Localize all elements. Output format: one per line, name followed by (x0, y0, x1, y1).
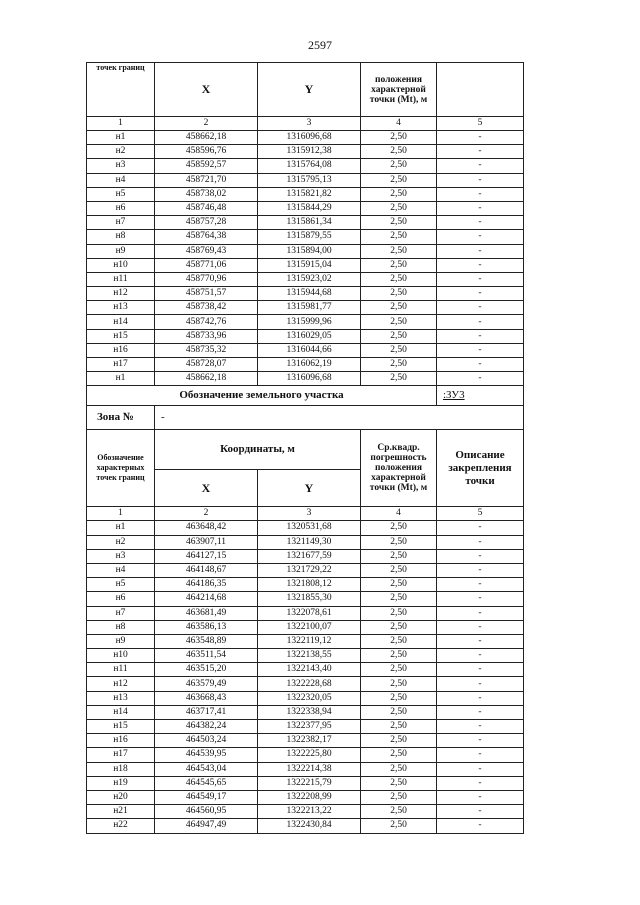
point-name: н9 (87, 244, 155, 258)
coord-y: 1321677,59 (258, 549, 361, 563)
description: - (437, 578, 524, 592)
description: - (437, 748, 524, 762)
table-row (87, 187, 524, 201)
coord-y: 1315912,38 (258, 145, 361, 159)
point-name: н11 (87, 663, 155, 677)
point-name: н14 (87, 315, 155, 329)
description: - (437, 287, 524, 301)
description: - (437, 634, 524, 648)
table-row (87, 343, 524, 357)
description: - (437, 705, 524, 719)
coord-y: 1315764,08 (258, 159, 361, 173)
accuracy: 2,50 (361, 762, 437, 776)
coord-x: 458738,42 (155, 301, 258, 315)
point-name: н3 (87, 159, 155, 173)
coord-y: 1322213,22 (258, 805, 361, 819)
table-row (87, 173, 524, 187)
point-name: н2 (87, 145, 155, 159)
t2-header-y: Y (258, 470, 361, 507)
coord-y: 1315999,96 (258, 315, 361, 329)
point-name: н4 (87, 563, 155, 577)
table-row (87, 805, 524, 819)
accuracy: 2,50 (361, 606, 437, 620)
coord-y: 1315915,04 (258, 258, 361, 272)
accuracy: 2,50 (361, 244, 437, 258)
coord-x: 458721,70 (155, 173, 258, 187)
coord-x: 464214,68 (155, 592, 258, 606)
point-name: н3 (87, 549, 155, 563)
point-name: н4 (87, 173, 155, 187)
zone-value: - (155, 406, 524, 430)
column-number: 4 (361, 117, 437, 131)
t2-header-coords: Координаты, м (155, 430, 361, 470)
description: - (437, 606, 524, 620)
coord-x: 463681,49 (155, 606, 258, 620)
coord-x: 464947,49 (155, 819, 258, 833)
coord-x: 464148,67 (155, 563, 258, 577)
coord-y: 1322225,80 (258, 748, 361, 762)
table-row (87, 258, 524, 272)
table-row (87, 131, 524, 145)
t2-header-x: X (155, 470, 258, 507)
point-name: н8 (87, 230, 155, 244)
coord-x: 458746,48 (155, 201, 258, 215)
coord-x: 463648,42 (155, 521, 258, 535)
accuracy: 2,50 (361, 578, 437, 592)
t2-header-description: Описание закрепления точки (437, 430, 524, 507)
point-name: н15 (87, 720, 155, 734)
coord-x: 458592,57 (155, 159, 258, 173)
accuracy: 2,50 (361, 705, 437, 719)
coord-x: 458764,38 (155, 230, 258, 244)
accuracy: 2,50 (361, 521, 437, 535)
table-row (87, 663, 524, 677)
table-row (87, 563, 524, 577)
point-name: н16 (87, 343, 155, 357)
accuracy: 2,50 (361, 634, 437, 648)
t1-header-accuracy: положения характерной точки (Mt), м (361, 63, 437, 117)
coord-y: 1321808,12 (258, 578, 361, 592)
column-number: 5 (437, 507, 524, 521)
description: - (437, 521, 524, 535)
description: - (437, 776, 524, 790)
coord-y: 1321855,30 (258, 592, 361, 606)
point-name: н10 (87, 258, 155, 272)
point-name: н14 (87, 705, 155, 719)
accuracy: 2,50 (361, 287, 437, 301)
coord-y: 1322377,95 (258, 720, 361, 734)
column-number: 4 (361, 507, 437, 521)
column-number: 1 (87, 117, 155, 131)
table-row (87, 329, 524, 343)
table-row (87, 677, 524, 691)
accuracy: 2,50 (361, 819, 437, 833)
coord-x: 463717,41 (155, 705, 258, 719)
coord-x: 463515,20 (155, 663, 258, 677)
coord-x: 464186,35 (155, 578, 258, 592)
accuracy: 2,50 (361, 720, 437, 734)
accuracy: 2,50 (361, 145, 437, 159)
coord-x: 464382,24 (155, 720, 258, 734)
description: - (437, 244, 524, 258)
coord-x: 458770,96 (155, 272, 258, 286)
coord-x: 464503,24 (155, 734, 258, 748)
accuracy: 2,50 (361, 790, 437, 804)
description: - (437, 187, 524, 201)
accuracy: 2,50 (361, 173, 437, 187)
coord-x: 458742,76 (155, 315, 258, 329)
coord-y: 1316096,68 (258, 372, 361, 386)
coord-x: 458662,18 (155, 131, 258, 145)
accuracy: 2,50 (361, 159, 437, 173)
coord-x: 463907,11 (155, 535, 258, 549)
description: - (437, 734, 524, 748)
description: - (437, 620, 524, 634)
coord-y: 1322100,07 (258, 620, 361, 634)
description: - (437, 549, 524, 563)
point-name: н8 (87, 620, 155, 634)
point-name: н22 (87, 819, 155, 833)
description: - (437, 173, 524, 187)
coord-y: 1322078,61 (258, 606, 361, 620)
column-number: 2 (155, 507, 258, 521)
table-row (87, 790, 524, 804)
coord-y: 1315944,68 (258, 287, 361, 301)
accuracy: 2,50 (361, 620, 437, 634)
table-row (87, 634, 524, 648)
parcel-value: :ЗУ3 (437, 386, 524, 406)
coord-x: 458728,07 (155, 358, 258, 372)
table-row (87, 578, 524, 592)
coord-x: 458733,96 (155, 329, 258, 343)
accuracy: 2,50 (361, 230, 437, 244)
coord-x: 464549,17 (155, 790, 258, 804)
column-number: 2 (155, 117, 258, 131)
t1-header-x: X (155, 63, 258, 117)
description: - (437, 258, 524, 272)
zone-label: Зона № (87, 406, 155, 430)
coord-y: 1322320,05 (258, 691, 361, 705)
coord-y: 1322382,17 (258, 734, 361, 748)
coord-x: 464539,95 (155, 748, 258, 762)
table-row (87, 315, 524, 329)
point-name: н21 (87, 805, 155, 819)
accuracy: 2,50 (361, 372, 437, 386)
accuracy: 2,50 (361, 748, 437, 762)
table-row (87, 244, 524, 258)
accuracy: 2,50 (361, 343, 437, 357)
description: - (437, 230, 524, 244)
point-name: н12 (87, 287, 155, 301)
description: - (437, 216, 524, 230)
description: - (437, 358, 524, 372)
point-name: н1 (87, 372, 155, 386)
table-row (87, 287, 524, 301)
coord-x: 463548,89 (155, 634, 258, 648)
point-name: н15 (87, 329, 155, 343)
point-name: н1 (87, 131, 155, 145)
point-name: н6 (87, 592, 155, 606)
column-number: 3 (258, 507, 361, 521)
description: - (437, 790, 524, 804)
description: - (437, 819, 524, 833)
coord-y: 1321729,22 (258, 563, 361, 577)
point-name: н12 (87, 677, 155, 691)
table-row (87, 159, 524, 173)
coord-x: 463586,13 (155, 620, 258, 634)
coord-y: 1315981,77 (258, 301, 361, 315)
coord-y: 1321149,30 (258, 535, 361, 549)
accuracy: 2,50 (361, 691, 437, 705)
point-name: н6 (87, 201, 155, 215)
coord-y: 1315795,13 (258, 173, 361, 187)
column-number: 1 (87, 507, 155, 521)
coord-y: 1315821,82 (258, 187, 361, 201)
description: - (437, 720, 524, 734)
coord-x: 464543,04 (155, 762, 258, 776)
coordinates-table (86, 62, 524, 834)
coord-x: 458771,06 (155, 258, 258, 272)
description: - (437, 301, 524, 315)
accuracy: 2,50 (361, 535, 437, 549)
accuracy: 2,50 (361, 649, 437, 663)
table-row (87, 720, 524, 734)
accuracy: 2,50 (361, 677, 437, 691)
table-row (87, 301, 524, 315)
table-row (87, 762, 524, 776)
description: - (437, 762, 524, 776)
coord-y: 1315894,00 (258, 244, 361, 258)
description: - (437, 159, 524, 173)
accuracy: 2,50 (361, 301, 437, 315)
description: - (437, 145, 524, 159)
coord-y: 1316062,19 (258, 358, 361, 372)
coord-x: 463668,43 (155, 691, 258, 705)
table-row (87, 734, 524, 748)
coord-y: 1315861,34 (258, 216, 361, 230)
description: - (437, 677, 524, 691)
coord-y: 1322338,94 (258, 705, 361, 719)
point-name: н20 (87, 790, 155, 804)
point-name: н9 (87, 634, 155, 648)
description: - (437, 272, 524, 286)
table-row (87, 535, 524, 549)
table-row (87, 705, 524, 719)
coord-y: 1322215,79 (258, 776, 361, 790)
point-name: н19 (87, 776, 155, 790)
coord-y: 1322208,99 (258, 790, 361, 804)
accuracy: 2,50 (361, 805, 437, 819)
point-name: н5 (87, 187, 155, 201)
coord-x: 464127,15 (155, 549, 258, 563)
accuracy: 2,50 (361, 187, 437, 201)
coord-x: 458735,32 (155, 343, 258, 357)
accuracy: 2,50 (361, 776, 437, 790)
coord-y: 1322119,12 (258, 634, 361, 648)
description: - (437, 329, 524, 343)
table-row (87, 592, 524, 606)
point-name: н10 (87, 649, 155, 663)
coord-y: 1315923,02 (258, 272, 361, 286)
accuracy: 2,50 (361, 549, 437, 563)
accuracy: 2,50 (361, 258, 437, 272)
table-row (87, 358, 524, 372)
coord-y: 1322214,38 (258, 762, 361, 776)
point-name: н16 (87, 734, 155, 748)
coord-y: 1322228,68 (258, 677, 361, 691)
coord-x: 463579,49 (155, 677, 258, 691)
table-row (87, 216, 524, 230)
column-number: 5 (437, 117, 524, 131)
coord-x: 458757,28 (155, 216, 258, 230)
coord-x: 463511,54 (155, 649, 258, 663)
table-row (87, 649, 524, 663)
point-name: н13 (87, 301, 155, 315)
point-name: н7 (87, 216, 155, 230)
coord-x: 458662,18 (155, 372, 258, 386)
accuracy: 2,50 (361, 663, 437, 677)
coord-y: 1315844,29 (258, 201, 361, 215)
accuracy: 2,50 (361, 563, 437, 577)
description: - (437, 343, 524, 357)
description: - (437, 201, 524, 215)
point-name: н17 (87, 748, 155, 762)
coord-x: 458751,57 (155, 287, 258, 301)
accuracy: 2,50 (361, 734, 437, 748)
coord-x: 458769,43 (155, 244, 258, 258)
coord-y: 1322143,40 (258, 663, 361, 677)
accuracy: 2,50 (361, 315, 437, 329)
page-number: 2597 (308, 38, 332, 52)
accuracy: 2,50 (361, 358, 437, 372)
point-name: н17 (87, 358, 155, 372)
coord-y: 1322138,55 (258, 649, 361, 663)
coord-x: 464560,95 (155, 805, 258, 819)
table-row (87, 230, 524, 244)
coord-y: 1316044,66 (258, 343, 361, 357)
accuracy: 2,50 (361, 329, 437, 343)
description: - (437, 592, 524, 606)
coord-y: 1316029,05 (258, 329, 361, 343)
description: - (437, 663, 524, 677)
description: - (437, 649, 524, 663)
description: - (437, 372, 524, 386)
accuracy: 2,50 (361, 272, 437, 286)
table-row (87, 748, 524, 762)
table-row (87, 521, 524, 535)
table-row (87, 272, 524, 286)
description: - (437, 535, 524, 549)
t1-header-y: Y (258, 63, 361, 117)
point-name: н1 (87, 521, 155, 535)
accuracy: 2,50 (361, 131, 437, 145)
t1-header-points: точек границ (87, 63, 155, 117)
column-number: 3 (258, 117, 361, 131)
table-row (87, 776, 524, 790)
accuracy: 2,50 (361, 216, 437, 230)
table-row (87, 549, 524, 563)
coord-y: 1322430,84 (258, 819, 361, 833)
t1-header-description (437, 63, 524, 117)
table-row (87, 819, 524, 833)
parcel-label: Обозначение земельного участка (87, 386, 437, 406)
table-row (87, 145, 524, 159)
description: - (437, 315, 524, 329)
table-row (87, 201, 524, 215)
description: - (437, 563, 524, 577)
table-row (87, 691, 524, 705)
description: - (437, 691, 524, 705)
description: - (437, 805, 524, 819)
table-row (87, 606, 524, 620)
t2-header-points: Обозначение характерных точек границ (87, 430, 155, 507)
coord-y: 1320531,68 (258, 521, 361, 535)
coord-x: 458596,76 (155, 145, 258, 159)
point-name: н2 (87, 535, 155, 549)
point-name: н13 (87, 691, 155, 705)
point-name: н7 (87, 606, 155, 620)
point-name: н5 (87, 578, 155, 592)
accuracy: 2,50 (361, 592, 437, 606)
coord-y: 1315879,55 (258, 230, 361, 244)
point-name: н11 (87, 272, 155, 286)
point-name: н18 (87, 762, 155, 776)
accuracy: 2,50 (361, 201, 437, 215)
coord-y: 1316096,68 (258, 131, 361, 145)
coord-x: 458738,02 (155, 187, 258, 201)
description: - (437, 131, 524, 145)
coord-x: 464545,65 (155, 776, 258, 790)
table-row (87, 620, 524, 634)
t2-header-accuracy: Ср.квадр. погрешность положения характерной точки (Mt), м (361, 430, 437, 507)
table-row (87, 372, 524, 386)
